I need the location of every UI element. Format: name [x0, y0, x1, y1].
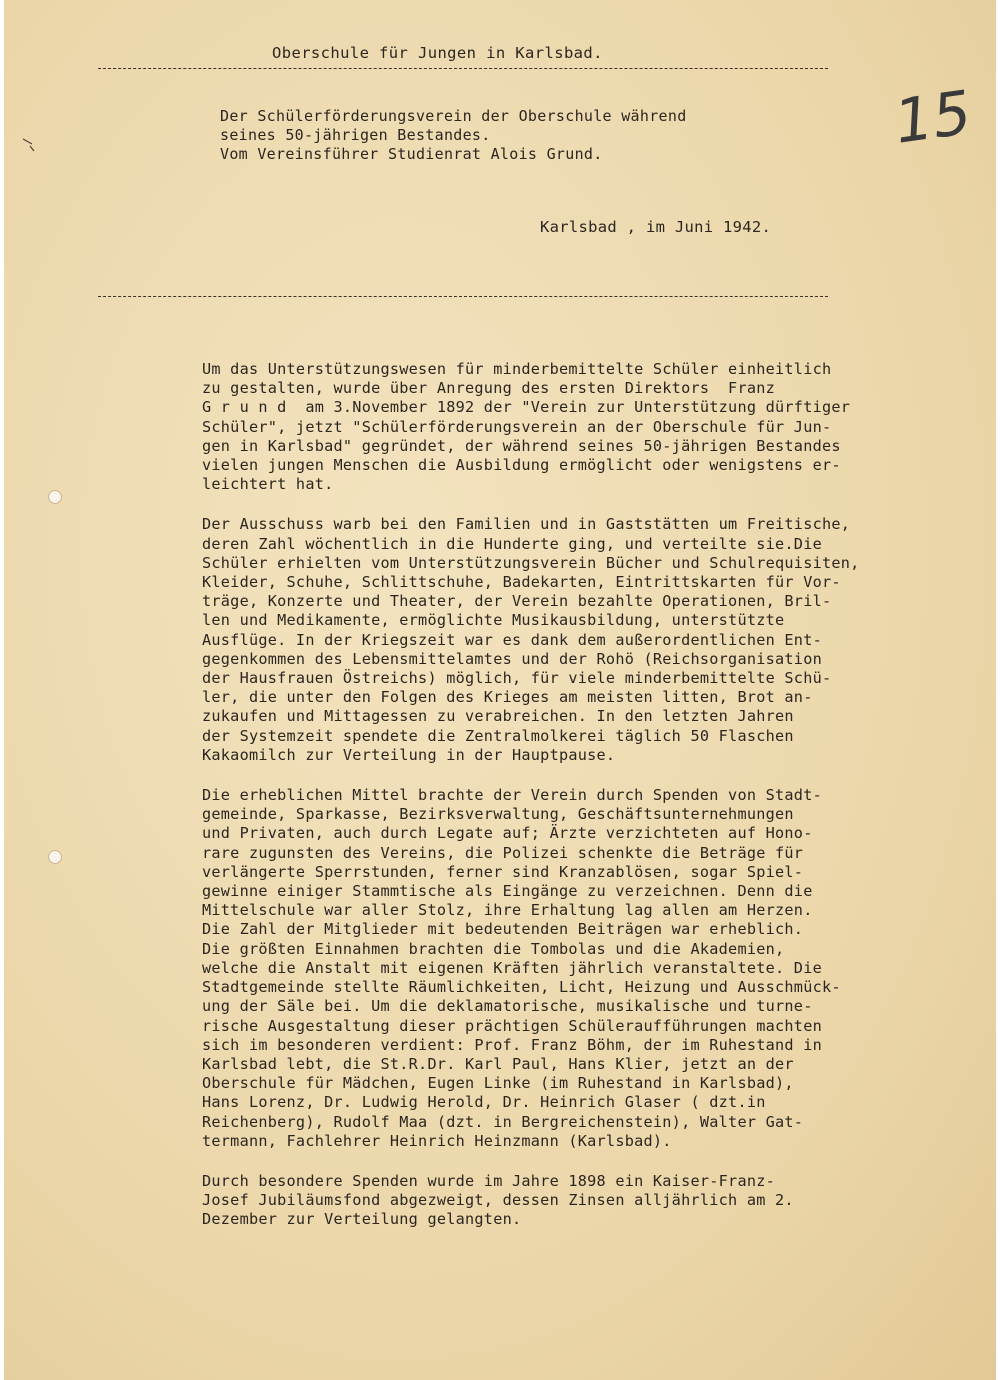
text-line: G r u n d am 3.November 1892 der "Verein zur Unterstützung dürftiger — [202, 398, 851, 417]
text-line: der Systemzeit spendete die Zentralmolkerei täglich 50 Flaschen — [202, 726, 794, 745]
text-line: gewinne einiger Stammtische als Eingänge zu verzeichnen. Denn die — [202, 882, 813, 901]
section-divider — [98, 296, 828, 297]
text-line: Die erheblichen Mittel brachte der Verein durch Spenden von Stadt- — [202, 786, 822, 805]
text-line: termann, Fachlehrer Heinrich Heinzmann (Karlsbad). — [202, 1131, 672, 1150]
paragraph-2 — [202, 515, 922, 765]
text-line: verlängerte Sperrstunden, ferner sind Kranzablösen, sogar Spiel- — [202, 862, 804, 881]
text-line: Schüler", jetzt "Schülerförderungsverein an der Oberschule für Jun- — [202, 417, 832, 436]
paragraph-1 — [202, 360, 922, 494]
text-line: gen in Karlsbad" gegründet, der während seines 50-jährigen Bestandes — [202, 436, 841, 455]
text-line: Dezember zur Verteilung gelangten. — [202, 1210, 522, 1229]
header-divider — [98, 68, 828, 69]
text-line: ung der Säle bei. Um die deklamatorische, musikalische und turne- — [202, 997, 813, 1016]
paragraph-4 — [202, 1172, 922, 1230]
handwritten-page-number — [886, 68, 976, 158]
text-line: der Hausfrauen Östreichs) möglich, für viele minderbemittelte Schü- — [202, 669, 832, 688]
text-line: gemeinde, Sparkasse, Bezirksverwaltung, Geschäftsunternehmungen — [202, 805, 794, 824]
text-line: Ausflüge. In der Kriegszeit war es dank dem außerordentlichen Ent- — [202, 630, 822, 649]
text-line: Karlsbad lebt, die St.R.Dr. Karl Paul, Hans Klier, jetzt an der — [202, 1054, 794, 1073]
text-line: len und Medikamente, ermöglichte Musikausbildung, unterstützte — [202, 611, 785, 630]
text-line: Hans Lorenz, Dr. Ludwig Herold, Dr. Heinrich Glaser ( dzt.in — [202, 1093, 766, 1112]
text-line: Mittelschule war aller Stolz, ihre Erhaltung lag allen am Herzen. — [202, 901, 813, 920]
intro-line: Der Schülerförderungsverein der Oberschule während — [220, 107, 687, 125]
right-edge — [996, 0, 1000, 1380]
punch-hole-lower — [48, 850, 62, 864]
left-edge — [0, 0, 4, 1380]
text-line: rische Ausgestaltung dieser prächtigen Schüleraufführungen machten — [202, 1016, 822, 1035]
text-line: Josef Jubiläumsfond abgezweigt, dessen Zinsen alljährlich am 2. — [202, 1191, 794, 1210]
page-number-text: 15 — [890, 77, 976, 158]
text-line: Um das Unterstützungswesen für minderbemittelte Schüler einheitlich — [202, 360, 832, 378]
text-line: Kakaomilch zur Verteilung in der Hauptpause. — [202, 745, 616, 764]
text-line: Reichenberg), Rudolf Maa (dzt. in Bergreichenstein), Walter Gat- — [202, 1112, 804, 1131]
place-date: Karlsbad , im Juni 1942. — [540, 218, 772, 236]
text-line: zukaufen und Mittagessen zu verabreichen. In den letzten Jahren — [202, 707, 794, 726]
margin-mark-icon — [20, 135, 44, 155]
text-line: ler, die unter den Folgen des Krieges am meisten litten, Brot an- — [202, 688, 813, 707]
school-header: Oberschule für Jungen in Karlsbad. — [272, 44, 603, 62]
intro-line: seines 50-jährigen Bestandes. — [220, 126, 491, 144]
text-line: rare zugunsten des Vereins, die Polizei schenkte die Beträge für — [202, 843, 804, 862]
text-line: vielen jungen Menschen die Ausbildung ermöglicht oder wenigstens er- — [202, 456, 841, 475]
text-line: und Privaten, auch durch Legate auf; Ärzte verzichteten auf Hono- — [202, 824, 813, 843]
text-line: welche die Anstalt mit eigenen Kräften jährlich veranstaltete. Die — [202, 958, 822, 977]
text-line: Schüler erhielten vom Unterstützungsverein Bücher und Schulrequisiten, — [202, 553, 860, 572]
text-line: gegenkommen des Lebensmittelamtes und der Rohö (Reichsorganisation — [202, 649, 822, 668]
text-line: deren Zahl wöchentlich in die Hunderte ging, und verteilte sie.Die — [202, 534, 822, 553]
body-text — [202, 360, 922, 1251]
text-line: träge, Konzerte und Theater, der Verein bezahlte Operationen, Bril- — [202, 592, 832, 611]
text-line: Die Zahl der Mitglieder mit bedeutenden Beiträgen war erheblich. — [202, 920, 804, 939]
text-line: Kleider, Schuhe, Schlittschuhe, Badekarten, Eintrittskarten für Vor- — [202, 573, 841, 592]
paragraph-3 — [202, 786, 922, 1151]
intro-line: Vom Vereinsführer Studienrat Alois Grund. — [220, 145, 603, 163]
text-line: Der Ausschuss warb bei den Familien und in Gaststätten um Freitische, — [202, 515, 851, 534]
intro-block — [220, 107, 687, 164]
text-line: Oberschule für Mädchen, Eugen Linke (im Ruhestand in Karlsbad), — [202, 1074, 794, 1093]
punch-hole-upper — [48, 490, 62, 504]
text-line: Durch besondere Spenden wurde im Jahre 1898 ein Kaiser-Franz- — [202, 1171, 776, 1190]
text-line: zu gestalten, wurde über Anregung des ersten Direktors Franz — [202, 379, 776, 398]
text-line: leichtert hat. — [202, 475, 334, 494]
text-line: sich im besonderen verdient: Prof. Franz Böhm, der im Ruhestand in — [202, 1035, 822, 1054]
text-line: Stadtgemeinde stellte Räumlichkeiten, Licht, Heizung und Ausschmück- — [202, 978, 841, 997]
text-line: Die größten Einnahmen brachten die Tombolas und die Akademien, — [202, 939, 785, 958]
